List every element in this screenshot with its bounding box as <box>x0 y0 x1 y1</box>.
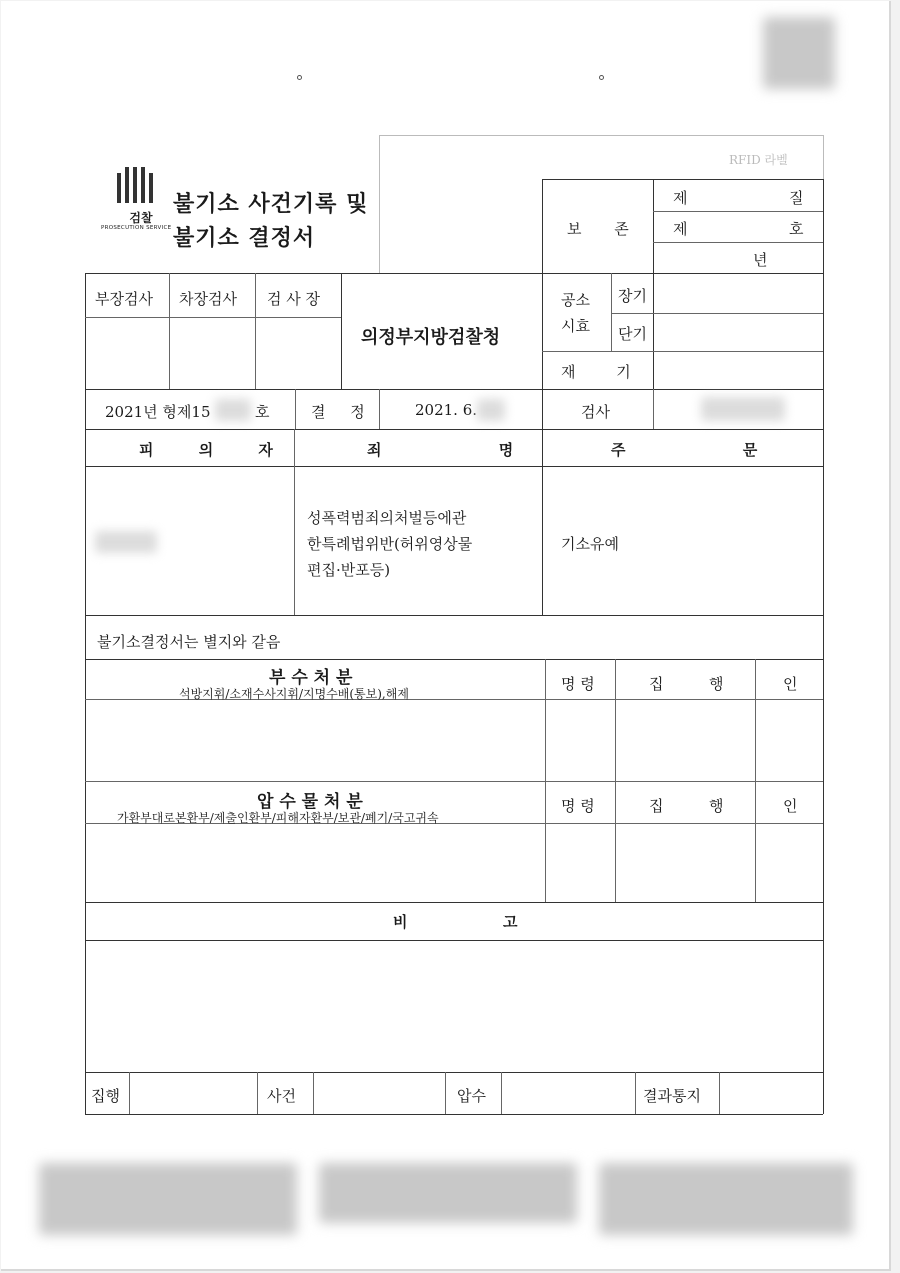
rfid-label: RFID 라벨 <box>729 153 788 167</box>
redacted-date <box>477 399 505 421</box>
decision-date: 2021. 6. <box>415 401 478 419</box>
logo-subtitle: PROSECUTION SERVICE <box>101 225 172 231</box>
charge-line3: 편집·반포등) <box>307 561 391 579</box>
charge-line2: 한특례법위반(허위영상물 <box>307 535 473 553</box>
seized-title: 압 수 물 처 분 <box>257 792 363 812</box>
redacted-barcode-1 <box>39 1163 297 1235</box>
vice-chief-label: 차장검사 <box>179 290 237 308</box>
charge-line1: 성폭력범죄의처벌등에관 <box>307 509 467 527</box>
logo-text: 검찰 <box>129 211 153 225</box>
redacted-suspect <box>95 531 157 553</box>
prosecutor-label: 검사 <box>581 403 610 421</box>
ancillary-exec-b: 행 <box>709 675 724 693</box>
footer-exec: 집행 <box>91 1087 120 1105</box>
deputy-chief-label: 부장검사 <box>95 290 153 308</box>
seized-seal: 인 <box>783 797 798 815</box>
case-number-prefix: 2021년 형제15 <box>105 403 211 421</box>
disposition-value: 기소유예 <box>561 535 619 553</box>
preservation-label: 보 존 <box>567 220 643 238</box>
statute-long: 장기 <box>618 287 647 305</box>
redacted-prosecutor <box>701 397 785 421</box>
statute-short: 단기 <box>618 325 647 343</box>
redacted-barcode-2 <box>319 1163 577 1223</box>
ancillary-exec-a: 집 <box>649 675 664 693</box>
footer-case: 사건 <box>267 1087 296 1105</box>
suspect-header: 피 의 자 <box>139 441 293 459</box>
ancillary-subtitle: 석방지휘/소재수사지휘/지명수배(통보),해제 <box>179 687 409 701</box>
ancillary-title: 부 수 처 분 <box>269 668 353 688</box>
office-name: 의정부지방검찰청 <box>361 327 501 348</box>
decision-label: 결 정 <box>311 403 375 421</box>
footer-notice: 결과통지 <box>643 1087 701 1105</box>
remarks-title-a: 비 <box>393 913 408 931</box>
preservation-row2-a: 제 <box>673 220 688 238</box>
ancillary-order: 명 령 <box>561 675 595 693</box>
restart-label: 재 기 <box>561 363 649 381</box>
punch-mark <box>599 75 604 80</box>
footer-seized: 압수 <box>457 1087 486 1105</box>
redacted-barcode-3 <box>599 1163 853 1235</box>
seized-subtitle: 가환부대로본환부/제출인환부/피해자환부/보관/폐기/국고귀속 <box>117 811 439 825</box>
disposition-header: 주 문 <box>611 441 814 459</box>
seized-exec-a: 집 <box>649 797 664 815</box>
ancillary-seal: 인 <box>783 675 798 693</box>
preservation-row2-b: 호 <box>789 220 804 238</box>
document-title-line2: 불기소 결정서 <box>173 225 316 251</box>
seized-order: 명 령 <box>561 797 595 815</box>
remarks-title-b: 고 <box>503 913 518 931</box>
redacted-stamp <box>763 17 835 89</box>
document-title-line1: 불기소 사건기록 및 <box>173 191 369 217</box>
redacted-case-number <box>215 399 251 421</box>
note-line: 불기소결정서는 별지와 같음 <box>97 633 281 651</box>
document-page <box>1 1 891 1271</box>
seized-exec-b: 행 <box>709 797 724 815</box>
preservation-row1-a: 제 <box>673 189 688 207</box>
punch-mark <box>297 75 302 80</box>
preservation-row1-b: 질 <box>789 189 804 207</box>
statute-label-1: 공소 <box>561 291 590 309</box>
case-number-suffix: 호 <box>255 403 270 421</box>
chief-label: 검 사 장 <box>267 290 321 308</box>
preservation-row3: 년 <box>753 251 768 269</box>
charge-header: 죄 명 <box>367 441 570 459</box>
statute-label-2: 시효 <box>561 317 590 335</box>
